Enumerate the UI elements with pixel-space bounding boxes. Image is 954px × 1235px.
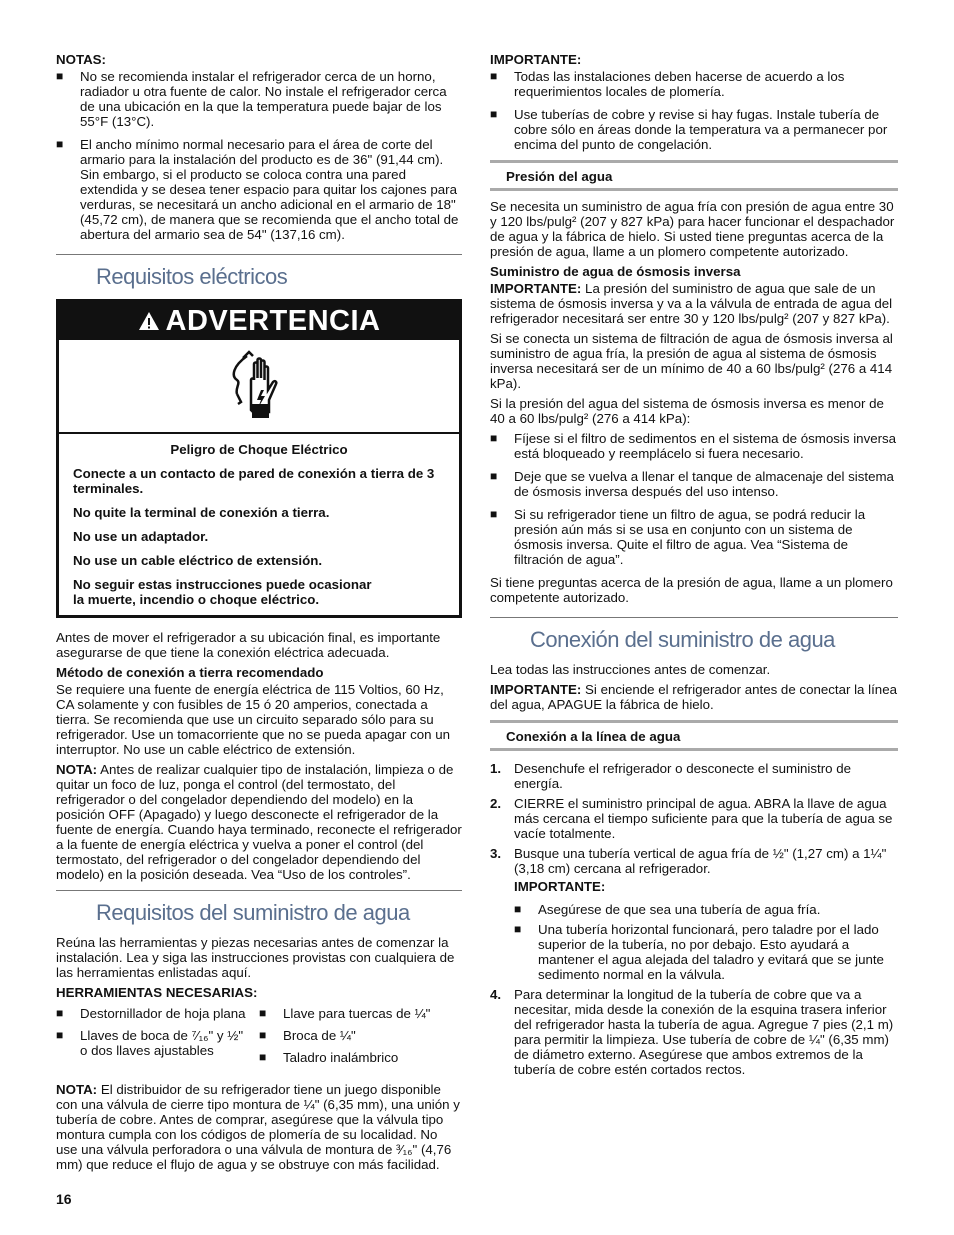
list-item: ■ Destornillador de hoja plana [56, 1006, 259, 1021]
water-requirements-heading: Requisitos del suministro de agua [96, 900, 410, 925]
warning-header [59, 302, 459, 340]
ro-paragraph: Si se conecta un sistema de filtración de agua de ósmosis inversa al suministro de agua fría, la presión de agua al sistema de ósmosis inversa necesitará ser de un mínimo de 40 a 60 lbs/pulg² (276 a 414 kPa). [490, 331, 893, 391]
section-divider [490, 617, 898, 618]
important-label: IMPORTANTE: [490, 52, 582, 67]
warning-line: No use un adaptador. [73, 529, 209, 544]
step-item [490, 846, 898, 982]
list-item: ■ Llaves de boca de ⁷⁄₁₆" y ½" o dos llaves ajustables [56, 1028, 259, 1058]
water-intro-text: Reúna las herramientas y piezas necesarias antes de comenzar la instalación. Lea y siga las instrucciones provistas con cualquiera de las herramientas enlistadas aquí. [56, 935, 455, 980]
list-item: ■ Deje que se vuelva a llenar el tanque de almacenaje del sistema de ósmosis inversa después del uso intenso. [490, 469, 898, 499]
section-divider [56, 890, 462, 891]
subsection-divider [490, 748, 898, 751]
warning-line: No quite la terminal de conexión a tierra. [73, 505, 330, 520]
important-list [490, 69, 898, 152]
list-item: ■ No se recomienda instalar el refrigerador cerca de un horno, radiador u otra fuente de calor. No instale el refrigerador cerca de una ubicación en la que la temperatura puede bajar de los 55°F (13°C). [56, 69, 462, 129]
electric-shock-hand-icon [227, 350, 289, 422]
pressure-heading: Presión del agua [506, 169, 613, 184]
ro-important-paragraph [490, 281, 898, 326]
warning-line: No seguir estas instrucciones puede ocasionar la muerte, incendio o choque eléctrico. [73, 577, 372, 607]
pressure-text: Se necesita un suministro de agua fría con presión de agua entre 30 y 120 lbs/pulg² (207 y 827 kPa) para hacer funcionar el despachador de agua y la fábrica de hielo. Si usted tiene preguntas acerca de la presión de agua, llame a un plomero competente autorizado. [490, 199, 895, 259]
list-item: ■ El ancho mínimo normal necesario para el área de corte del armario para la instalación del producto es de 36" (91,44 cm). Sin embargo, si el producto se coloca contra una pared extendida y se desea tener espacio para quitar los cajones para verduras, se necesitará un ancho adicional en el armario de 18" (45,72 cm), de manera que se recomienda que el ancho total de abertura del armario sea de 54" (137,16 cm). [56, 137, 462, 242]
step-number: 1. [490, 761, 502, 776]
list-item: ■ Si su refrigerador tiene un filtro de agua, se podrá reducir la presión aún más si se usa en conjunto con un sistema de ósmosis inversa. Quite el filtro de agua. Vea “Sistema de filtración de agua”. [490, 507, 898, 567]
step3-important-label: IMPORTANTE: [514, 879, 606, 894]
conn-important-label: IMPORTANTE: [490, 682, 582, 697]
page-number: 16 [56, 1191, 72, 1207]
note-label: NOTA: [56, 762, 98, 777]
step-text: CIERRE el suministro principal de agua. ABRA la llave de agua más cercana el tiempo suficiente para que la tubería de agua se vacíe totalmente. [514, 796, 893, 841]
note2-text: El distribuidor de su refrigerador tiene un juego disponible con una válvula de cierre tipo montura de ¼" (6,35 mm), una unión y tubería de cobre. Antes de comprar, asegúrese que la válvula tipo montura cumpla con los códigos de plomería de su localidad. No use una válvula perforadora o una válvula de montura de ³⁄₁₆" (4,76 mm) que reduce el flujo de agua y se obstruye con más facilidad. [56, 1082, 460, 1172]
step-item [490, 987, 898, 1077]
step-number: 4. [490, 987, 502, 1002]
step-item [490, 796, 898, 841]
steps-list [490, 761, 898, 1077]
ro-important-label: IMPORTANTE: [490, 281, 582, 296]
list-item: ■ Fíjese si el filtro de sedimentos en el sistema de ósmosis inversa está bloqueado y reemplácelo si fuera necesario. [490, 431, 898, 461]
notes-list [56, 69, 462, 242]
section-divider [56, 254, 462, 255]
ro-end-text: Si tiene preguntas acerca de la presión de agua, llame a un plomero competente autorizado. [490, 575, 893, 605]
warning-triangle-icon [138, 311, 160, 331]
hazard-title: Peligro de Choque Eléctrico [170, 442, 348, 457]
warning-title: ADVERTENCIA [165, 304, 381, 337]
step-text: Desenchufe el refrigerador o desconecte el suministro de energía. [514, 761, 852, 791]
list-item: ■ Todas las instalaciones deben hacerse de acuerdo a los requerimientos locales de plomería. [490, 69, 898, 99]
step-item [490, 761, 898, 791]
list-item: ■ Use tuberías de cobre y revise si hay fugas. Instale tubería de cobre sólo en áreas donde la temperatura va a permanecer por encima del punto de congelación. [490, 107, 898, 152]
step-text: Para determinar la longitud de la tubería de cobre que va a necesitar, mida desde la conexión de la esquina trasera inferior del refrigerador hasta la tubería de agua. Agregue 7 pies (2,1 m) para permitir la limpieza. Use tubería de cobre de ¼" (6,35 mm) de diámetro externo. Asegúrese que ambos extremos de la tubería de cobre estén cortados rectos. [514, 987, 894, 1077]
list-item: ■ Taladro inalámbrico [259, 1050, 462, 1065]
list-item: ■ Llave para tuercas de ¼" [259, 1006, 462, 1021]
note2-label: NOTA: [56, 1082, 98, 1097]
warning-line: Conecte a un contacto de pared de conexión a tierra de 3 terminales. [73, 466, 435, 496]
water-connection-heading: Conexión del suministro de agua [530, 627, 835, 652]
ro-list [490, 431, 898, 567]
read-all-text: Lea todas las instrucciones antes de comenzar. [490, 662, 771, 677]
step3-list [514, 902, 898, 982]
water-line-heading: Conexión a la línea de agua [506, 729, 681, 744]
step-number: 3. [490, 846, 502, 861]
ro-label: Suministro de agua de ósmosis inversa [490, 264, 741, 279]
notes-label: NOTAS: [56, 52, 106, 67]
subsection-divider [490, 188, 898, 191]
warning-line: No use un cable eléctrico de extensión. [73, 553, 323, 568]
warning-box [56, 299, 462, 618]
warning-body [59, 434, 459, 615]
note-paragraph [56, 762, 462, 882]
ro-important-text: La presión del suministro de agua que sale de un sistema de ósmosis inversa y va a la válvula de entrada de agua del refrigerador necesitará ser entre 30 y 120 lbs/pulg² (207 y 827 kPa). [490, 281, 893, 326]
ro-paragraph: Si la presión del agua del sistema de ósmosis inversa es menor de 40 a 60 lbs/pulg² (276 a 414 kPa): [490, 396, 884, 426]
subsection-divider [490, 160, 898, 163]
list-item: ■ Broca de ¼" [259, 1028, 462, 1043]
tools-column [259, 1006, 462, 1072]
left-column [56, 52, 462, 1177]
electrical-heading: Requisitos eléctricos [96, 264, 288, 289]
tools-column [56, 1006, 259, 1072]
conn-important-paragraph [490, 682, 898, 712]
step-number: 2. [490, 796, 502, 811]
tools-list [56, 1006, 462, 1072]
grounding-label: Método de conexión a tierra recomendado [56, 665, 324, 680]
note-text: Antes de realizar cualquier tipo de instalación, limpieza o de quitar un foco de luz, ponga el control (del termostato, del refrigerador o del congelador dependiendo del modelo) en la posición OFF (Apagado) y luego desconecte el refrigerador de la fuente de energía. Cuando haya terminado, reconecte el refrigerador a la fuente de energía eléctrica y vuelva a poner el control (del termostato, del refrigerador o del congelador dependiendo del modelo) en la posición deseada. Vea “Uso de los controles”. [56, 762, 462, 882]
note2-paragraph [56, 1082, 462, 1172]
subsection-divider [490, 720, 898, 723]
grounding-text: Se requiere una fuente de energía eléctrica de 115 Voltios, 60 Hz, CA solamente y con fusibles de 15 ó 20 amperios, conectada a tierra. Se recomienda que use un circuito separado sólo para su refrigerador. Use un tomacorriente que no se pueda apagar con un interruptor. No use un cable eléctrico de extensión. [56, 682, 450, 757]
conn-important-text: Si enciende el refrigerador antes de conectar la línea del agua, APAGUE la fábrica de hielo. [490, 682, 897, 712]
warning-icon-area [59, 340, 459, 434]
step-text: Busque una tubería vertical de agua fría de ½" (1,27 cm) a 1¼" (3,18 cm) cercana al refrigerador. [514, 846, 887, 876]
list-item: ■ Una tubería horizontal funcionará, pero taladre por el lado superior de la tubería, no por debajo. Esto ayudará a mantener el agua alejada del taladro y evitará que se junte sedimento normal en la válvula. [514, 922, 898, 982]
tools-label: HERRAMIENTAS NECESARIAS: [56, 985, 258, 1000]
list-item: ■ Asegúrese de que sea una tubería de agua fría. [514, 902, 898, 917]
right-column [490, 52, 898, 1082]
before-moving-text: Antes de mover el refrigerador a su ubicación final, es importante asegurarse de que tiene la conexión eléctrica adecuada. [56, 630, 441, 660]
